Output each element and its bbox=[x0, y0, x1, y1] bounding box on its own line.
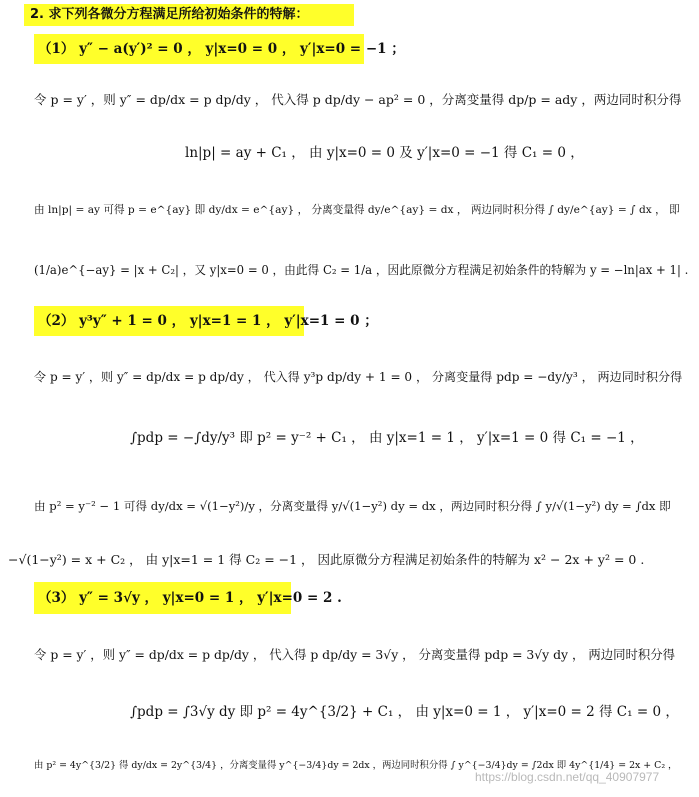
part2-line1: 令 p = y′ ，则 y″ = dp/dx = p dp/dy ， 代入得 y³p dp/dy + 1 = 0 ， 分离变量得 pdp = −dy/y³ ， 两边同时积分得 bbox=[34, 370, 683, 384]
part1-highlight bbox=[34, 34, 405, 64]
part3-statement: （3） y″ = 3√y ， y|x=0 = 1 ， y′|x=0 = 2 . bbox=[38, 590, 342, 606]
part2-line2: ∫pdp = −∫dy/y³ 即 p² = y⁻² + C₁ ， 由 y|x=1 = 1 ， y′|x=1 = 0 得 C₁ = −1 ， bbox=[130, 430, 644, 446]
part3-line3: 由 p² = 4y^{3/2} 得 dy/dx = 2y^{3/4} ，分离变量得 y^{−3/4}dy = 2dx ，两边同时积分得 ∫ y^{−3/4}dy = ∫2dx 即 4y^{1/4} = 2x + C₂ ， bbox=[34, 760, 678, 771]
part3-line2: ∫pdp = ∫3√y dy 即 p² = 4y^{3/2} + C₁ ， 由 y|x=0 = 1 ， y′|x=0 = 2 得 C₁ = 0 ， bbox=[130, 704, 679, 720]
watermark: https://blog.csdn.net/qq_40907977 bbox=[475, 770, 660, 784]
part3-line1: 令 p = y′ ，则 y″ = dp/dx = p dp/dy ， 代入得 p dp/dy = 3√y ， 分离变量得 pdp = 3√y dy ， 两边同时积分得 bbox=[34, 647, 676, 662]
part3-highlight bbox=[34, 582, 342, 614]
heading-highlight bbox=[24, 4, 354, 26]
part2-line3: 由 p² = y⁻² − 1 可得 dy/dx = √(1−y²)/y ，分离变量得 y/√(1−y²) dy = dx ，两边同时积分得 ∫ y/√(1−y²) dy = ∫dx 即 bbox=[34, 499, 671, 513]
problem-heading: 2. 求下列各微分方程满足所给初始条件的特解： bbox=[30, 7, 309, 22]
part1-statement: （1） y″ − a(y′)² = 0 ， y|x=0 = 0 ， y′|x=0 = −1 ； bbox=[38, 41, 405, 57]
part2-highlight bbox=[34, 306, 378, 336]
part1-line4: (1/a)e^{−ay} = |x + C₂| ，又 y|x=0 = 0 ，由此得 C₂ = 1/a ，因此原微分方程满足初始条件的特解为 y = −ln|ax + 1| . bbox=[34, 263, 689, 277]
part1-line2: ln|p| = ay + C₁ ， 由 y|x=0 = 0 及 y′|x=0 = −1 得 C₁ = 0 ， bbox=[185, 145, 584, 161]
part2-line4: −√(1−y²) = x + C₂ ， 由 y|x=1 = 1 得 C₂ = −1 ， 因此原微分方程满足初始条件的特解为 x² − 2x + y² = 0 . bbox=[8, 552, 645, 567]
part1-line3: 由 ln|p| = ay 可得 p = e^{ay} 即 dy/dx = e^{ay} ， 分离变量得 dy/e^{ay} = dx ， 两边同时积分得 ∫ dy/e^{ay} = ∫ dx ， 即 bbox=[34, 204, 680, 216]
part2-statement: （2） y³y″ + 1 = 0 ， y|x=1 = 1 ， y′|x=1 = 0 ； bbox=[38, 313, 378, 329]
part1-line1: 令 p = y′ ，则 y″ = dp/dx = p dp/dy ， 代入得 p dp/dy − ap² = 0 ，分离变量得 dp/p = ady ，两边同时积分得 bbox=[34, 92, 682, 107]
